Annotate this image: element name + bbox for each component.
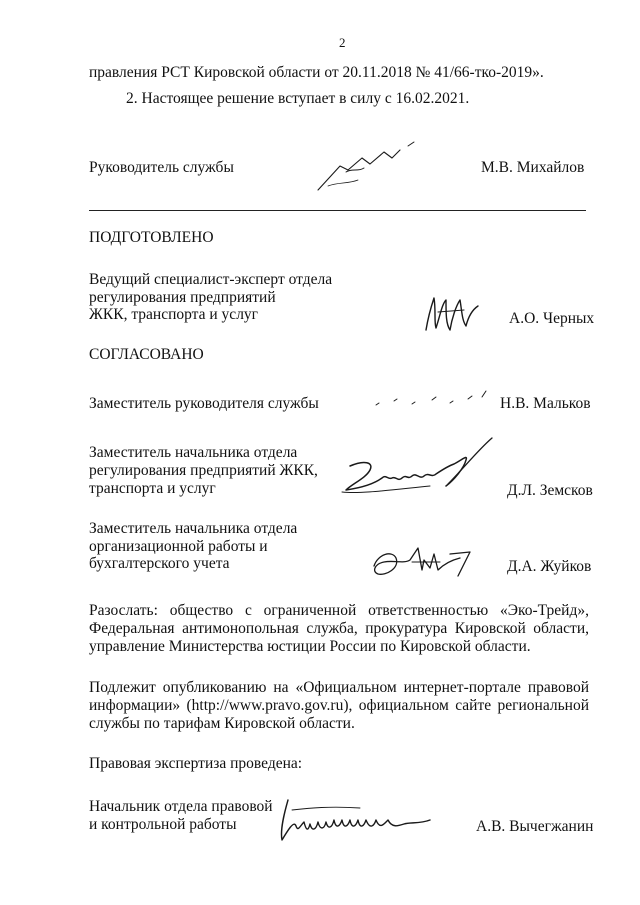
agreed-heading: СОГЛАСОВАНО	[89, 346, 204, 363]
zhuikov-position-line-2: организационной работы и	[89, 538, 268, 555]
legal-name: А.В. Вычегжанин	[476, 818, 594, 835]
zhuikov-position-line-1: Заместитель начальника отдела	[89, 520, 298, 537]
legal-signature	[270, 790, 450, 850]
zemskov-position-line-1: Заместитель начальника отдела	[89, 444, 298, 461]
prepared-position-line-2: регулирования предприятий	[89, 289, 276, 306]
prepared-position-line-3: ЖКК, транспорта и услуг	[89, 306, 259, 323]
prepared-position-line-1: Ведущий специалист-эксперт отдела	[89, 271, 333, 288]
effective-date-clause: 2. Настоящее решение вступает в силу с 16.02.2021.	[126, 90, 470, 107]
publication-line-3: службы по тарифам Кировской области.	[89, 715, 355, 732]
distribution-line-1: Разослать: общество с ограниченной ответственностью «Эко-Трейд»,	[89, 602, 589, 619]
head-signature	[288, 128, 438, 198]
deputy-head-name: Н.В. Мальков	[500, 395, 591, 412]
legal-position-line-1: Начальник отдела правовой	[89, 798, 273, 815]
legal-review-text: Правовая экспертиза проведена:	[89, 755, 303, 772]
deputy-head-position: Заместитель руководителя службы	[89, 395, 319, 412]
legal-position-line-2: и контрольной работы	[89, 816, 237, 833]
distribution-paragraph	[89, 602, 589, 656]
head-name: М.В. Михайлов	[481, 159, 585, 176]
publication-paragraph	[89, 679, 589, 733]
deputy-head-signature	[370, 385, 500, 415]
zhuikov-name: Д.А. Жуйков	[507, 558, 592, 575]
separator-line	[89, 210, 586, 211]
distribution-line-2: Федеральная антимонопольная служба, прокуратура Кировской области,	[89, 620, 589, 637]
publication-line-2: информации» (http://www.pravo.gov.ru), официальном сайте региональной	[89, 697, 589, 714]
zhuikov-signature	[360, 540, 480, 585]
publication-line-1: Подлежит опубликованию на «Официальном интернет-портале правовой	[89, 679, 589, 696]
zemskov-name: Д.Л. Земсков	[507, 482, 593, 499]
prepared-heading: ПОДГОТОВЛЕНО	[89, 229, 214, 246]
zemskov-signature	[330, 430, 510, 510]
distribution-line-3: управление Министерства юстиции России по Кировской области.	[89, 638, 531, 655]
head-position: Руководитель службы	[89, 159, 234, 176]
page-number: 2	[339, 35, 346, 50]
prepared-signature	[418, 290, 488, 340]
intro-line-1: правления РСТ Кировской области от 20.11.2018 № 41/66-тко-2019».	[89, 64, 544, 81]
prepared-name: А.О. Черных	[509, 310, 595, 327]
zhuikov-position-line-3: бухгалтерского учета	[89, 555, 230, 572]
zemskov-position-line-2: регулирования предприятий ЖКК,	[89, 462, 318, 479]
zemskov-position-line-3: транспорта и услуг	[89, 480, 216, 497]
